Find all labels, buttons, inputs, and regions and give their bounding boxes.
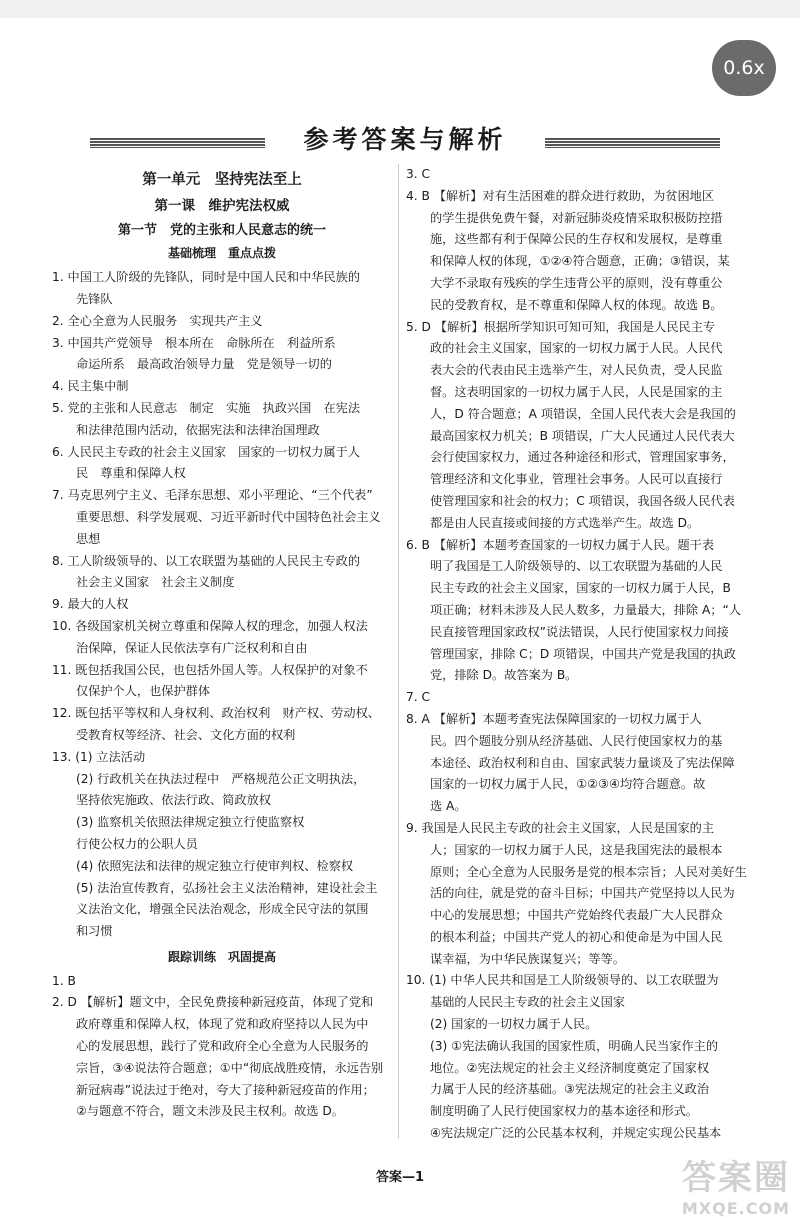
answer-line: 4. B 【解析】对有生活困难的群众进行救助，为贫困地区 — [406, 188, 715, 203]
answer-line: 和习惯 — [76, 924, 113, 939]
answer-line: 大学不录取有残疾的学生违背公平的原则，没有尊重公 — [430, 275, 723, 290]
answer-line: 8. A 【解析】本题考查宪法保障国家的一切权力属于人 — [406, 711, 702, 726]
answer-line: 原则；全心全意为人民服务是党的根本宗旨；人民对美好生 — [430, 864, 747, 879]
answer-line: 项正确；材料未涉及人民人数多，力量最大，排除 A；“人 — [430, 602, 742, 617]
answer-line: 思想 — [76, 531, 101, 546]
right-column — [406, 164, 748, 1145]
answer-line: 宗旨，③④说法符合题意；①中“彻底战胜疫情，永远告别 — [76, 1060, 384, 1075]
answer-line: 和法律范围内活动，依据宪法和法律治国理政 — [76, 422, 320, 437]
answer-line: 6. B 【解析】本题考查国家的一切权力属于人民。题干表 — [406, 537, 715, 552]
answer-line: (5) 法治宣传教育，弘扬社会主义法治精神，建设社会主 — [76, 880, 378, 895]
answer-line: 8. 工人阶级领导的、以工农联盟为基础的人民民主专政的 — [52, 553, 361, 568]
answer-line: 本途径、政治权利和自由、国家武装力量谈及了宪法保障 — [430, 755, 735, 770]
answer-line: 施，这些都有利于保障公民的生存权和发展权，是尊重 — [430, 232, 723, 247]
answer-line: 都是由人民直接或间接的方式选举产生。故选 D。 — [430, 515, 700, 530]
answer-line: 人，D 符合题意；A 项错误，全国人民代表大会是我国的 — [430, 406, 736, 421]
answer-line: 13. (1) 立法活动 — [52, 749, 146, 764]
answer-line: 民直接管理国家政权”说法错误，人民行使国家权力间接 — [430, 624, 729, 639]
answer-line: 制度明确了人民行使国家权力的基本途径和形式。 — [430, 1104, 699, 1119]
subsection-heading-practice: 跟踪训练 巩固提高 — [167, 949, 276, 964]
answer-line: 9. 最大的人权 — [52, 597, 129, 612]
column-divider — [398, 164, 399, 1139]
left-column — [52, 164, 392, 1123]
page-number: 答案—1 — [375, 1170, 425, 1185]
answer-line: ②与题意不符合，题文未涉及民主权利。故选 D。 — [76, 1104, 344, 1119]
answer-line: 民的受教育权，是不尊重和保障人权的体现。故选 B。 — [430, 297, 723, 312]
answer-line: (2) 国家的一切权力属于人民。 — [430, 1017, 598, 1032]
answer-line: 表大会的代表由民主选举产生，对人民负责，受人民监 — [430, 363, 723, 378]
answer-line: 仅保护个人，也保护群体 — [76, 684, 211, 699]
answer-line: 中心的发展思想；中国共产党始终代表最广大人民群众 — [430, 908, 723, 923]
answer-line: 人；国家的一切权力属于人民，这是我国宪法的最根本 — [430, 842, 723, 857]
answer-line: 使管理国家和社会的权力；C 项错误，我国各级人民代表 — [430, 493, 735, 508]
answer-line: 明了我国是工人阶级领导的、以工农联盟为基础的人民 — [430, 559, 723, 574]
answer-line: 10. (1) 中华人民共和国是工人阶级领导的、以工农联盟为 — [406, 973, 719, 988]
answer-line: 先锋队 — [76, 291, 113, 306]
watermark-url: MXQE.COM — [681, 1199, 790, 1218]
answer-line: 7. 马克思列宁主义、毛泽东思想、邓小平理论、“三个代表” — [52, 488, 373, 503]
answer-line: 2. 全心全意为人民服务 实现共产主义 — [52, 313, 263, 328]
title-decoration-right — [545, 138, 720, 148]
answer-line: 9. 我国是人民民主专政的社会主义国家，人民是国家的主 — [406, 820, 715, 835]
answer-line: 新冠病毒”说法过于绝对，夸大了接种新冠疫苗的作用； — [76, 1082, 375, 1097]
page-title: 参考答案与解析 — [303, 125, 507, 154]
answer-line: 党，排除 D。故答案为 B。 — [430, 668, 578, 683]
answer-line: 1. B — [52, 973, 76, 988]
answer-line: 7. C — [406, 690, 431, 705]
answer-line: 11. 既包括我国公民，也包括外国人等。人权保护的对象不 — [52, 662, 368, 677]
answer-line: (3) 监察机关依照法律规定独立行使监察权 — [76, 815, 305, 830]
answer-line: 治保障，保证人民依法享有广泛权利和自由 — [76, 640, 308, 655]
answer-line: 和保障人权的体现，①②④符合题意，正确；③错误，某 — [430, 254, 730, 269]
section-heading: 第一节 党的主张和人民意志的统一 — [117, 222, 326, 238]
answer-list-continued — [406, 164, 748, 1145]
answer-line: 的根本利益；中国共产党人的初心和使命是为中国人民 — [430, 929, 723, 944]
answer-line: 政的社会主义国家，国家的一切权力属于人民。人民代 — [430, 341, 723, 356]
answer-list-practice — [52, 971, 392, 1124]
answer-line: 3. 中国共产党领导 根本所在 命脉所在 利益所系 — [52, 335, 336, 350]
answer-line: 5. D 【解析】根据所学知识可知可知，我国是人民民主专 — [406, 319, 716, 334]
answer-line: 地位。②宪法规定的社会主义经济制度奠定了国家权 — [430, 1060, 710, 1075]
answer-line: 3. C — [406, 167, 431, 181]
answer-line: 选 A。 — [430, 799, 467, 814]
answer-line: 最高国家权力机关；B 项错误，广大人民通过人民代表大 — [430, 428, 735, 443]
answer-line: 6. 人民民主专政的社会主义国家 国家的一切权力属于人 — [52, 444, 361, 459]
answer-line: 管理经济和文化事业，管理社会事务。人民可以直接行 — [430, 472, 723, 487]
answer-line: 会行使国家权力，通过各种途径和形式，管理国家事务， — [430, 450, 735, 465]
answer-list-basics — [52, 267, 392, 943]
answer-line: 重要思想、科学发展观、习近平新时代中国特色社会主义 — [76, 509, 381, 524]
answer-line: (3) ①宪法确认我国的国家性质，明确人民当家作主的 — [430, 1038, 719, 1053]
answer-line: 管理国家，排除 C；D 项错误，中国共产党是我国的执政 — [430, 646, 736, 661]
answer-line: 受教育权等经济、社会、文化方面的权利 — [76, 727, 296, 742]
viewer-top-bar — [0, 0, 800, 18]
answer-line: 社会主义国家 社会主义制度 — [76, 575, 235, 590]
answer-line: 义法治文化，增强全民法治观念，形成全民守法的氛围 — [76, 902, 369, 917]
answer-line: 的学生提供免费午餐，对新冠肺炎疫情采取积极防控措 — [430, 210, 723, 225]
answer-line: (2) 行政机关在执法过程中 严格规范公正文明执法， — [76, 771, 366, 786]
zoom-level-badge[interactable]: 0.6x — [712, 40, 776, 96]
answer-line: 民 尊重和保障人权 — [76, 466, 186, 481]
answer-line: 活的向往，就是党的奋斗目标；中国共产党坚持以人民为 — [430, 886, 735, 901]
answer-line: 4. 民主集中制 — [52, 379, 129, 394]
answer-line: 民。四个题肢分别从经济基础、人民行使国家权力的基 — [430, 733, 723, 748]
answer-line: 12. 既包括平等权和人身权利、政治权利 财产权、劳动权、 — [52, 706, 380, 721]
answer-line: 政府尊重和保障人权，体现了党和政府坚持以人民为中 — [76, 1017, 369, 1032]
watermark-text: 答案圈 — [682, 1158, 790, 1198]
answer-line: 力属于人民的经济基础。③宪法规定的社会主义政治 — [430, 1082, 710, 1097]
answer-line: 5. 党的主张和人民意志 制定 实施 执政兴国 在宪法 — [52, 400, 361, 415]
answer-line: 1. 中国工人阶级的先锋队，同时是中国人民和中华民族的 — [52, 270, 361, 285]
answer-line: 10. 各级国家机关树立尊重和保障人权的理念，加强人权法 — [52, 618, 368, 633]
answer-line: 基础的人民民主专政的社会主义国家 — [430, 995, 625, 1010]
answer-line: 民主专政的社会主义国家，国家的一切权力属于人民，B — [430, 581, 731, 596]
answer-line: 督。这表明国家的一切权力属于人民，人民是国家的主 — [430, 384, 723, 399]
answer-line: 命运所系 最高政治领导力量 党是领导一切的 — [76, 357, 332, 372]
subsection-heading-basics: 基础梳理 重点点拨 — [167, 246, 276, 261]
answer-line: 坚持依宪施政、依法行政、简政放权 — [76, 793, 271, 808]
answer-line: ④宪法规定广泛的公民基本权利，并规定实现公民基本 — [430, 1126, 722, 1141]
unit-heading: 第一单元 坚持宪法至上 — [142, 172, 302, 188]
title-decoration-left — [90, 138, 265, 148]
watermark-logo — [600, 1150, 790, 1218]
answer-line: 国家的一切权力属于人民，①②③④均符合题意。故 — [430, 777, 706, 792]
answer-line: 行使公权力的公职人员 — [76, 836, 198, 851]
answer-line: 谋幸福，为中华民族谋复兴；等等。 — [430, 951, 625, 966]
answer-line: (4) 依照宪法和法律的规定独立行使审判权、检察权 — [76, 858, 354, 873]
answer-line: 2. D 【解析】题文中，全民免费接种新冠疫苗，体现了党和 — [52, 995, 374, 1010]
answer-line: 心的发展思想，践行了党和政府全心全意为人民服务的 — [76, 1039, 369, 1054]
lesson-heading: 第一课 维护宪法权威 — [154, 197, 290, 214]
